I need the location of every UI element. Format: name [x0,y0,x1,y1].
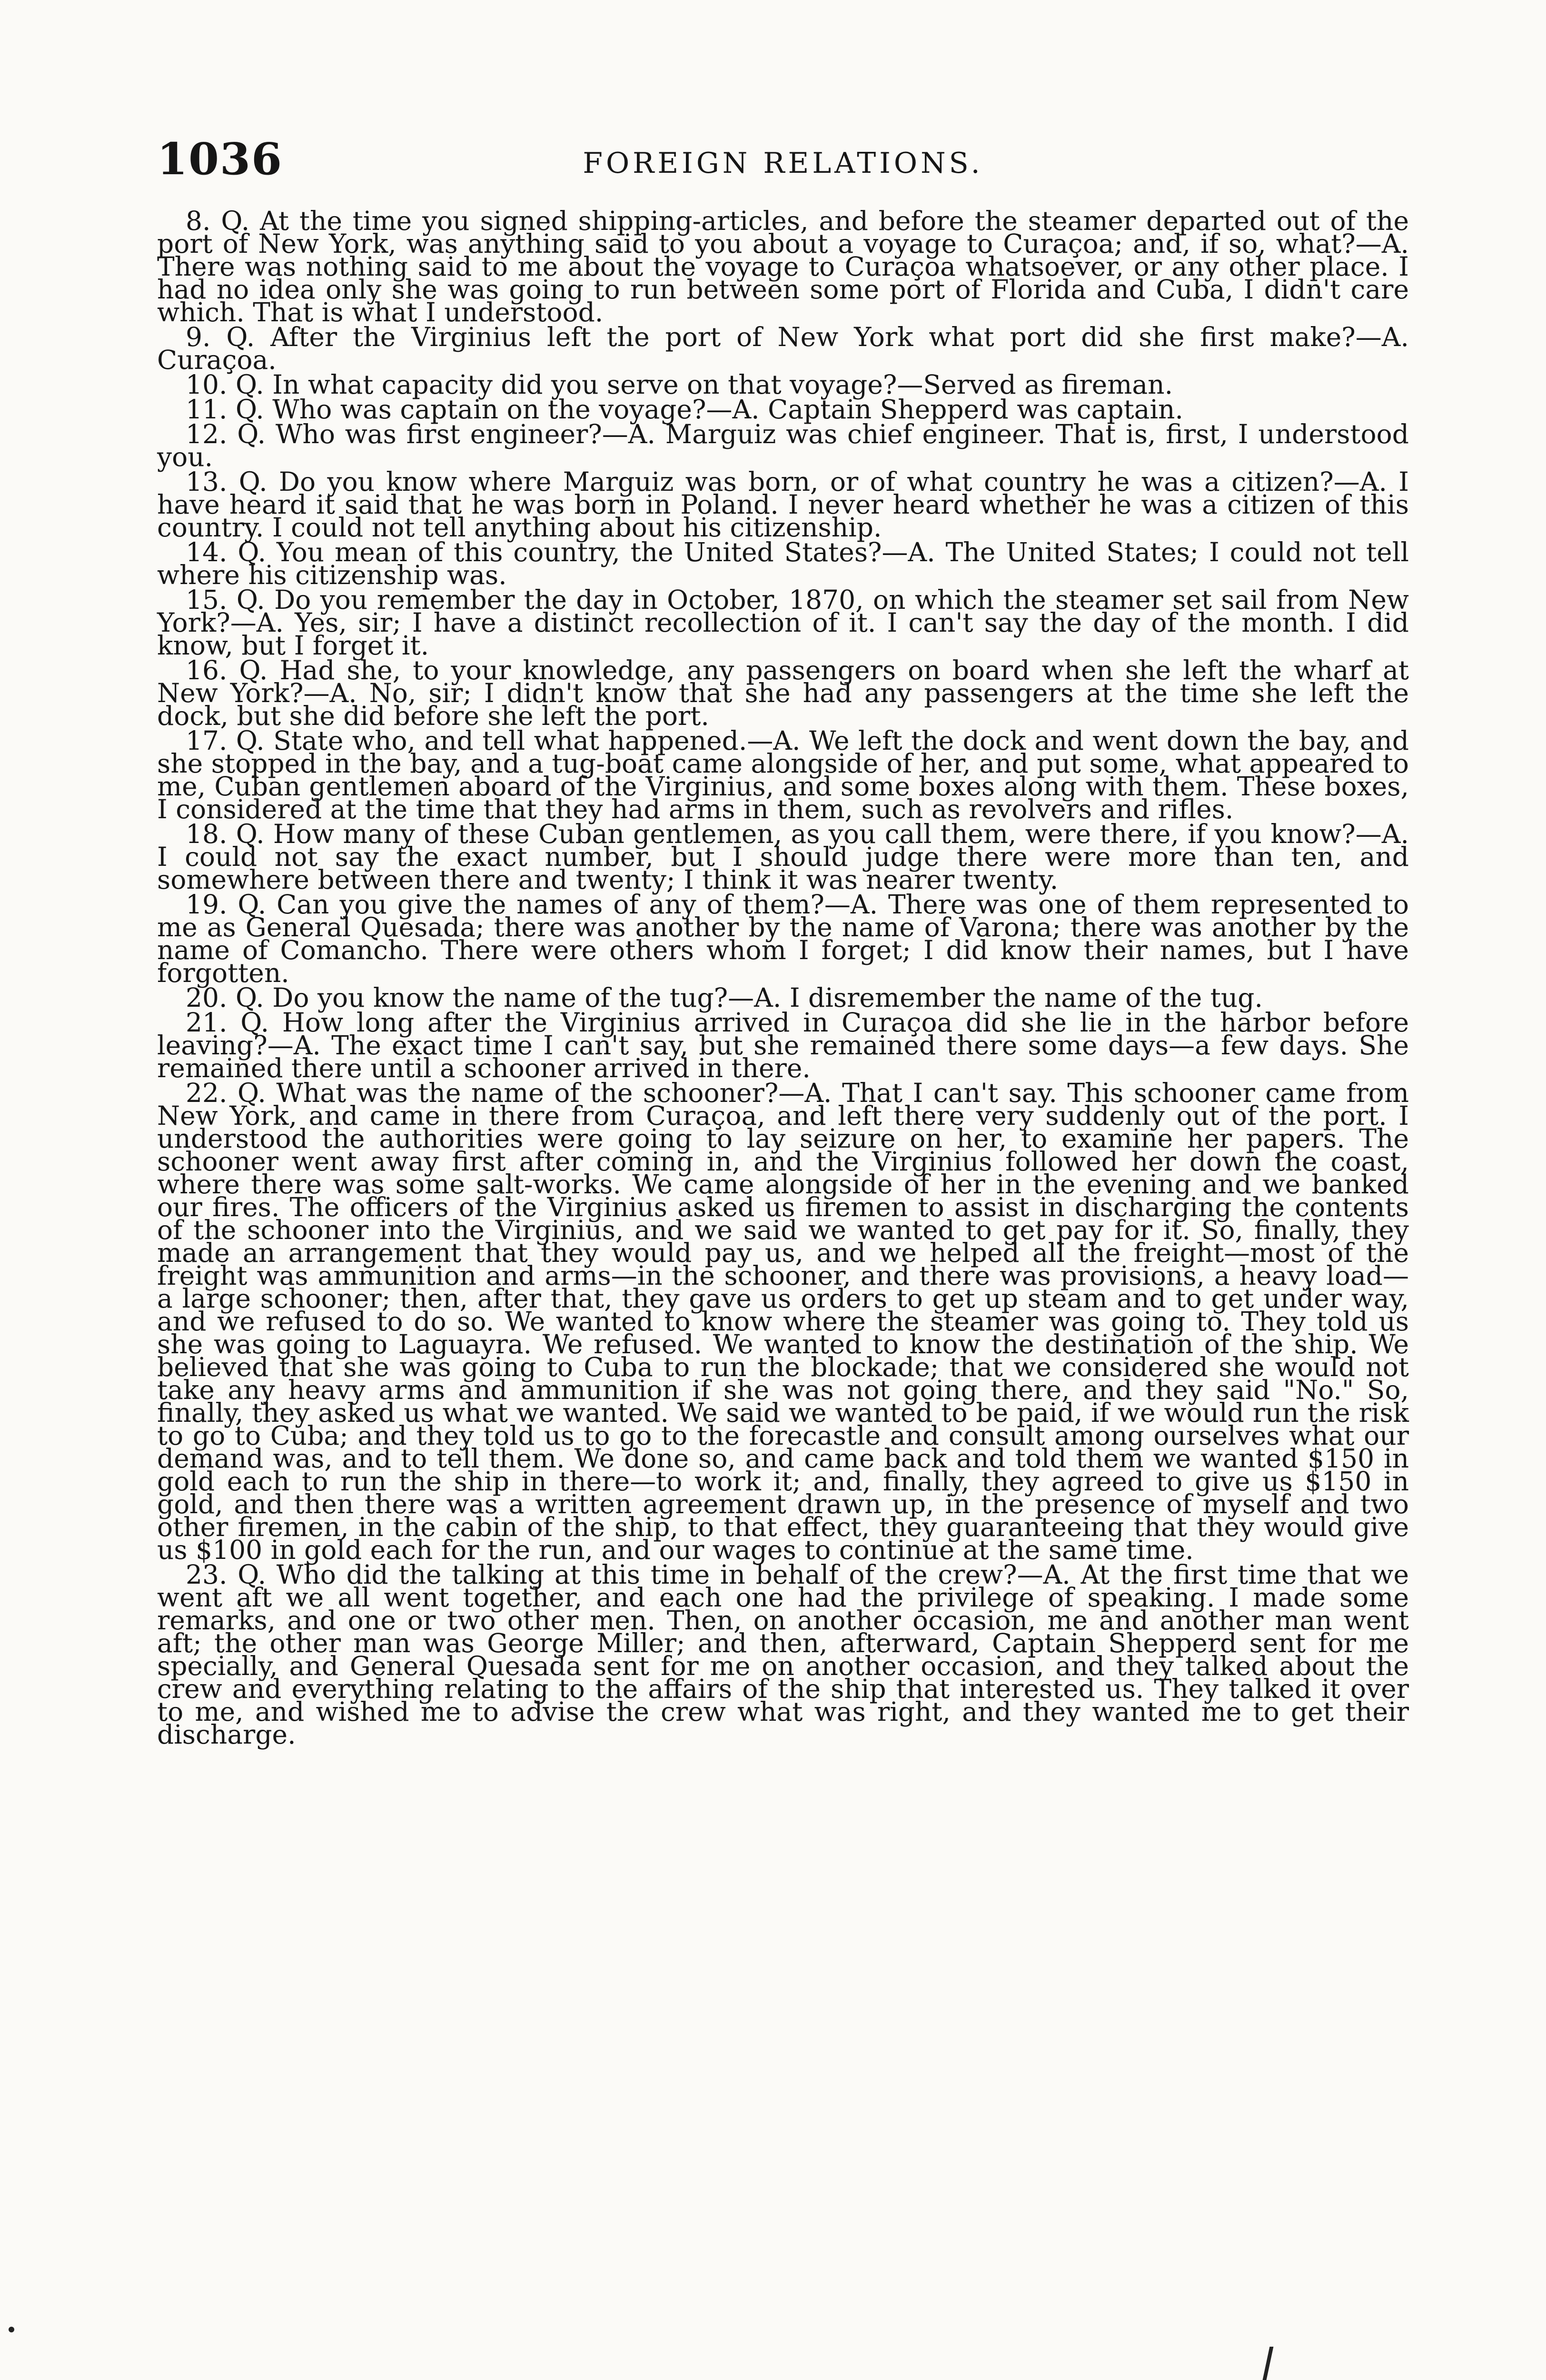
question-10: 10. Q. In what capacity did you serve on that voyage?—Served as fireman. [186,369,1173,400]
question-12: 12. Q. Who was first engineer?—A. Marguiz was chief engineer. That is, first, I understood you. [157,419,1409,472]
page-header [157,133,1409,209]
testimony-body [157,206,1409,1750]
question-15: 15. Q. Do you remember the day in October, 1870, on which the steamer set sail from New York?—A. Yes, sir; I have a distinct recollection of it. I can't say the day of the month. I did know, but I forget it. [157,585,1409,661]
question-16: 16. Q. Had she, to your knowledge, any passengers on board when she left the wharf at New York?—A. No, sir; I didn't know that she had any passengers at the time she left the dock, but she did before she left the port. [157,655,1409,731]
question-22: 22. Q. What was the name of the schooner?—A. That I can't say. This schooner came from New York, and came in there from Curaçoa, and left there very suddenly out of the port. I understood the authorities were going to lay seizure on her, to examine her papers. The schooner went away first after coming in, and the Virginius followed her down the coast, where there was some salt-works. We came alongside of her in the evening and we banked our fires. The officers of the Virginius asked us firemen to assist in discharging the contents of the schooner into the Virginius, and we said we wanted to get pay for it. So, finally, they made an arrangement that they would pay us, and we helped all the freight—most of the freight was ammunition and arms—in the schooner, and there was provisions, a heavy load—a large schooner; then, after that, they gave us orders to get up steam and to get under way, and we refused to do so. We wanted to know where the steamer was going to. They told us she was going to Laguayra. We refused. We wanted to know the destination of the ship. We believed that she was going to Cuba to run the blockade; that we considered she would not take any heavy arms and ammunition if she was not going there, and they said "No." So, finally, they asked us what we wanted. We said we wanted to be paid, if we would run the risk to go to Cuba; and they told us to go to the forecastle and consult among ourselves what our demand was, and to tell them. We done so, and came back and told them we wanted $150 in gold each to run the ship in there—to work it; and, finally, they agreed to give us $150 in gold, and then there was a written agreement drawn up, in the presence of myself and two other firemen, in the cabin of the ship, to that effect, they guaranteeing that they would give us $100 in gold each for the run, and our wages to continue at the same time. [157,1078,1409,1565]
question-19: 19. Q. Can you give the names of any of them?—A. There was one of them represented to me as General Quesada; there was another by the name of Varona; there was another by the name of Comancho. There were others whom I forget; I did know their names, but I have forgotten. [157,889,1409,988]
question-14: 14. Q. You mean of this country, the United States?—A. The United States; I could not tell where his citizenship was. [157,537,1409,590]
page-number: 1036 [157,133,283,185]
document-page [157,133,1409,2370]
question-21: 21. Q. How long after the Virginius arrived in Curaçoa did she lie in the harbor before leaving?—A. The exact time I can't say, but she remained there some days—a few days. She remained there until a schooner arrived in there. [157,1007,1409,1083]
question-13: 13. Q. Do you know where Marguiz was born, or of what country he was a citizen?—A. I have heard it said that he was born in Poland. I never heard whether he was a citizen of this country. I could not tell anything about his citizenship. [157,466,1409,543]
question-8: 8. Q. At the time you signed shipping-articles, and before the steamer departed out of the port of New York, was anything said to you about a voyage to Curaçoa; and, if so, what?—A. There was nothing said to me about the voyage to Curaçoa whatsoever, or any other place. I had no idea only she was going to run between some port of Florida and Cuba, I didn't care which. That is what I understood. [157,206,1409,327]
question-17: 17. Q. State who, and tell what happened.—A. We left the dock and went down the bay, and she stopped in the bay, and a tug-boat came alongside of her, and put some, what appeared to me, Cuban gentlemen aboard of the Virginius, and some boxes along with them. These boxes, I considered at the time that they had arms in them, such as revolvers and rifles. [157,725,1409,824]
question-18: 18. Q. How many of these Cuban gentlemen, as you call them, were there, if you know?—A. I could not say the exact number, but I should judge there were more than ten, and somewhere between there and twenty; I think it was nearer twenty. [157,819,1409,895]
question-23: 23. Q. Who did the talking at this time in behalf of the crew?—A. At the first time that we went aft we all went together, and each one had the privilege of speaking. I made some remarks, and one or two other men. Then, on another occasion, me and another man went aft; the other man was George Miller; and then, afterward, Captain Shepperd sent for me specially, and General Quesada sent for me on another occasion, and they talked about the crew and everything relating to the affairs of the ship that interested us. They talked it over to me, and wished me to advise the crew what was right, and they wanted me to get their discharge. [157,1559,1409,1750]
running-head: FOREIGN RELATIONS. [583,147,983,180]
question-11: 11. Q. Who was captain on the voyage?—A. Captain Shepperd was captain. [186,394,1183,425]
margin-ink-dot [9,2327,14,2332]
question-9: 9. Q. After the Virginius left the port of New York what port did she first make?—A. Curaçoa. [157,322,1409,375]
question-20: 20. Q. Do you know the name of the tug?—A. I disremember the name of the tug. [186,982,1263,1013]
